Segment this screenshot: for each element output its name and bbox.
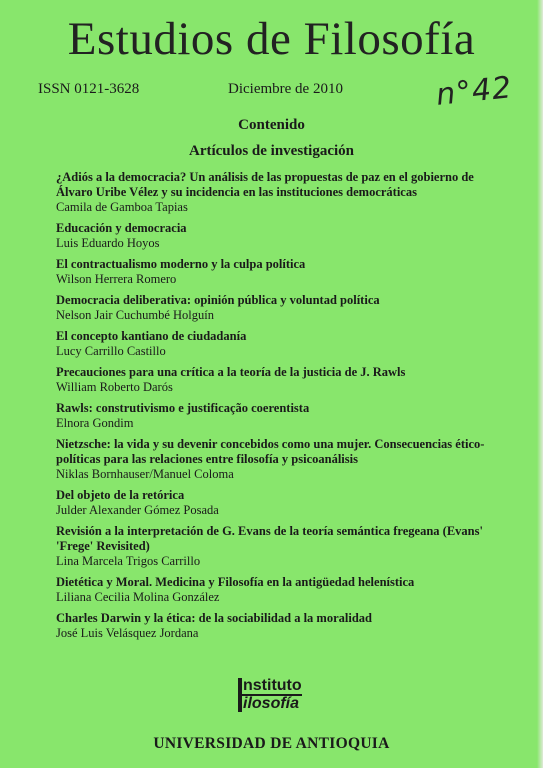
article-author: Nelson Jair Cuchumbé Holguín — [56, 308, 214, 322]
toc-entry — [56, 221, 506, 251]
article-title: Precauciones para una crítica a la teoría de la justicia de J. Rawls — [56, 365, 406, 379]
article-author: Lina Marcela Trigos Carrillo — [56, 554, 201, 568]
toc-entry — [56, 293, 506, 323]
issue-date: Diciembre de 2010 — [228, 81, 343, 97]
article-author: Elnora Gondim — [56, 416, 134, 430]
article-title: Educación y democracia — [56, 221, 187, 235]
toc-entry — [56, 488, 506, 518]
toc-entry — [56, 437, 506, 482]
issn-number: ISSN 0121-3628 — [38, 81, 140, 97]
logo-line-1: nstituto — [238, 678, 302, 696]
logo-line-2: ilosofía — [243, 695, 300, 712]
article-author: Lucy Carrillo Castillo — [56, 344, 166, 358]
article-author: Niklas Bornhauser/Manuel Coloma — [56, 467, 234, 481]
toc-entry — [56, 575, 506, 605]
section-heading: Artículos de investigación — [189, 143, 354, 159]
article-title: El concepto kantiano de ciudadanía — [56, 329, 247, 343]
toc-entry — [56, 401, 506, 431]
toc-entry — [56, 524, 506, 569]
issue-number-handwritten: n°42 — [434, 70, 514, 113]
article-title: Democracia deliberativa: opinión pública y voluntad política — [56, 293, 380, 307]
article-title: Del objeto de la retórica — [56, 488, 185, 502]
toc-entry — [56, 170, 506, 215]
article-title: Revisión a la interpretación de G. Evans de la teoría semántica fregeana (Evans' 'Frege' Revisited) — [56, 524, 483, 553]
journal-title: Estudios de Filosofía — [67, 13, 476, 65]
article-title: Rawls: construtivismo e justificação coerentista — [56, 401, 310, 415]
publisher-name: UNIVERSIDAD DE ANTIOQUIA — [153, 735, 390, 752]
article-title: El contractualismo moderno y la culpa política — [56, 257, 306, 271]
article-title: Nietzsche: la vida y su devenir concebidos como una mujer. Consecuencias ético-políticas para las relaciones entre filosofía y psicoanálisis — [56, 437, 485, 466]
article-title: Dietética y Moral. Medicina y Filosofía en la antigüedad helenística — [56, 575, 415, 589]
article-author: José Luis Velásquez Jordana — [56, 626, 199, 640]
article-author: Luis Eduardo Hoyos — [56, 236, 160, 250]
article-title: Charles Darwin y la ética: de la sociabilidad a la moralidad — [56, 611, 372, 625]
table-of-contents — [56, 170, 506, 647]
toc-entry — [56, 365, 506, 395]
article-author: Camila de Gamboa Tapias — [56, 200, 188, 214]
instituto-filosofia-logo — [238, 678, 302, 712]
toc-entry — [56, 257, 506, 287]
article-author: Wilson Herrera Romero — [56, 272, 177, 286]
article-author: Julder Alexander Gómez Posada — [56, 503, 219, 517]
article-title: ¿Adiós a la democracia? Un análisis de las propuestas de paz en el gobierno de Álvaro Uribe Vélez y su incidencia en las instituciones democráticas — [56, 170, 474, 199]
toc-entry — [56, 329, 506, 359]
logo-bar — [238, 678, 242, 712]
page-edge — [537, 0, 543, 768]
contents-heading: Contenido — [238, 117, 305, 133]
article-author: Liliana Cecilia Molina González — [56, 590, 220, 604]
article-author: William Roberto Darós — [56, 380, 173, 394]
toc-entry — [56, 611, 506, 641]
